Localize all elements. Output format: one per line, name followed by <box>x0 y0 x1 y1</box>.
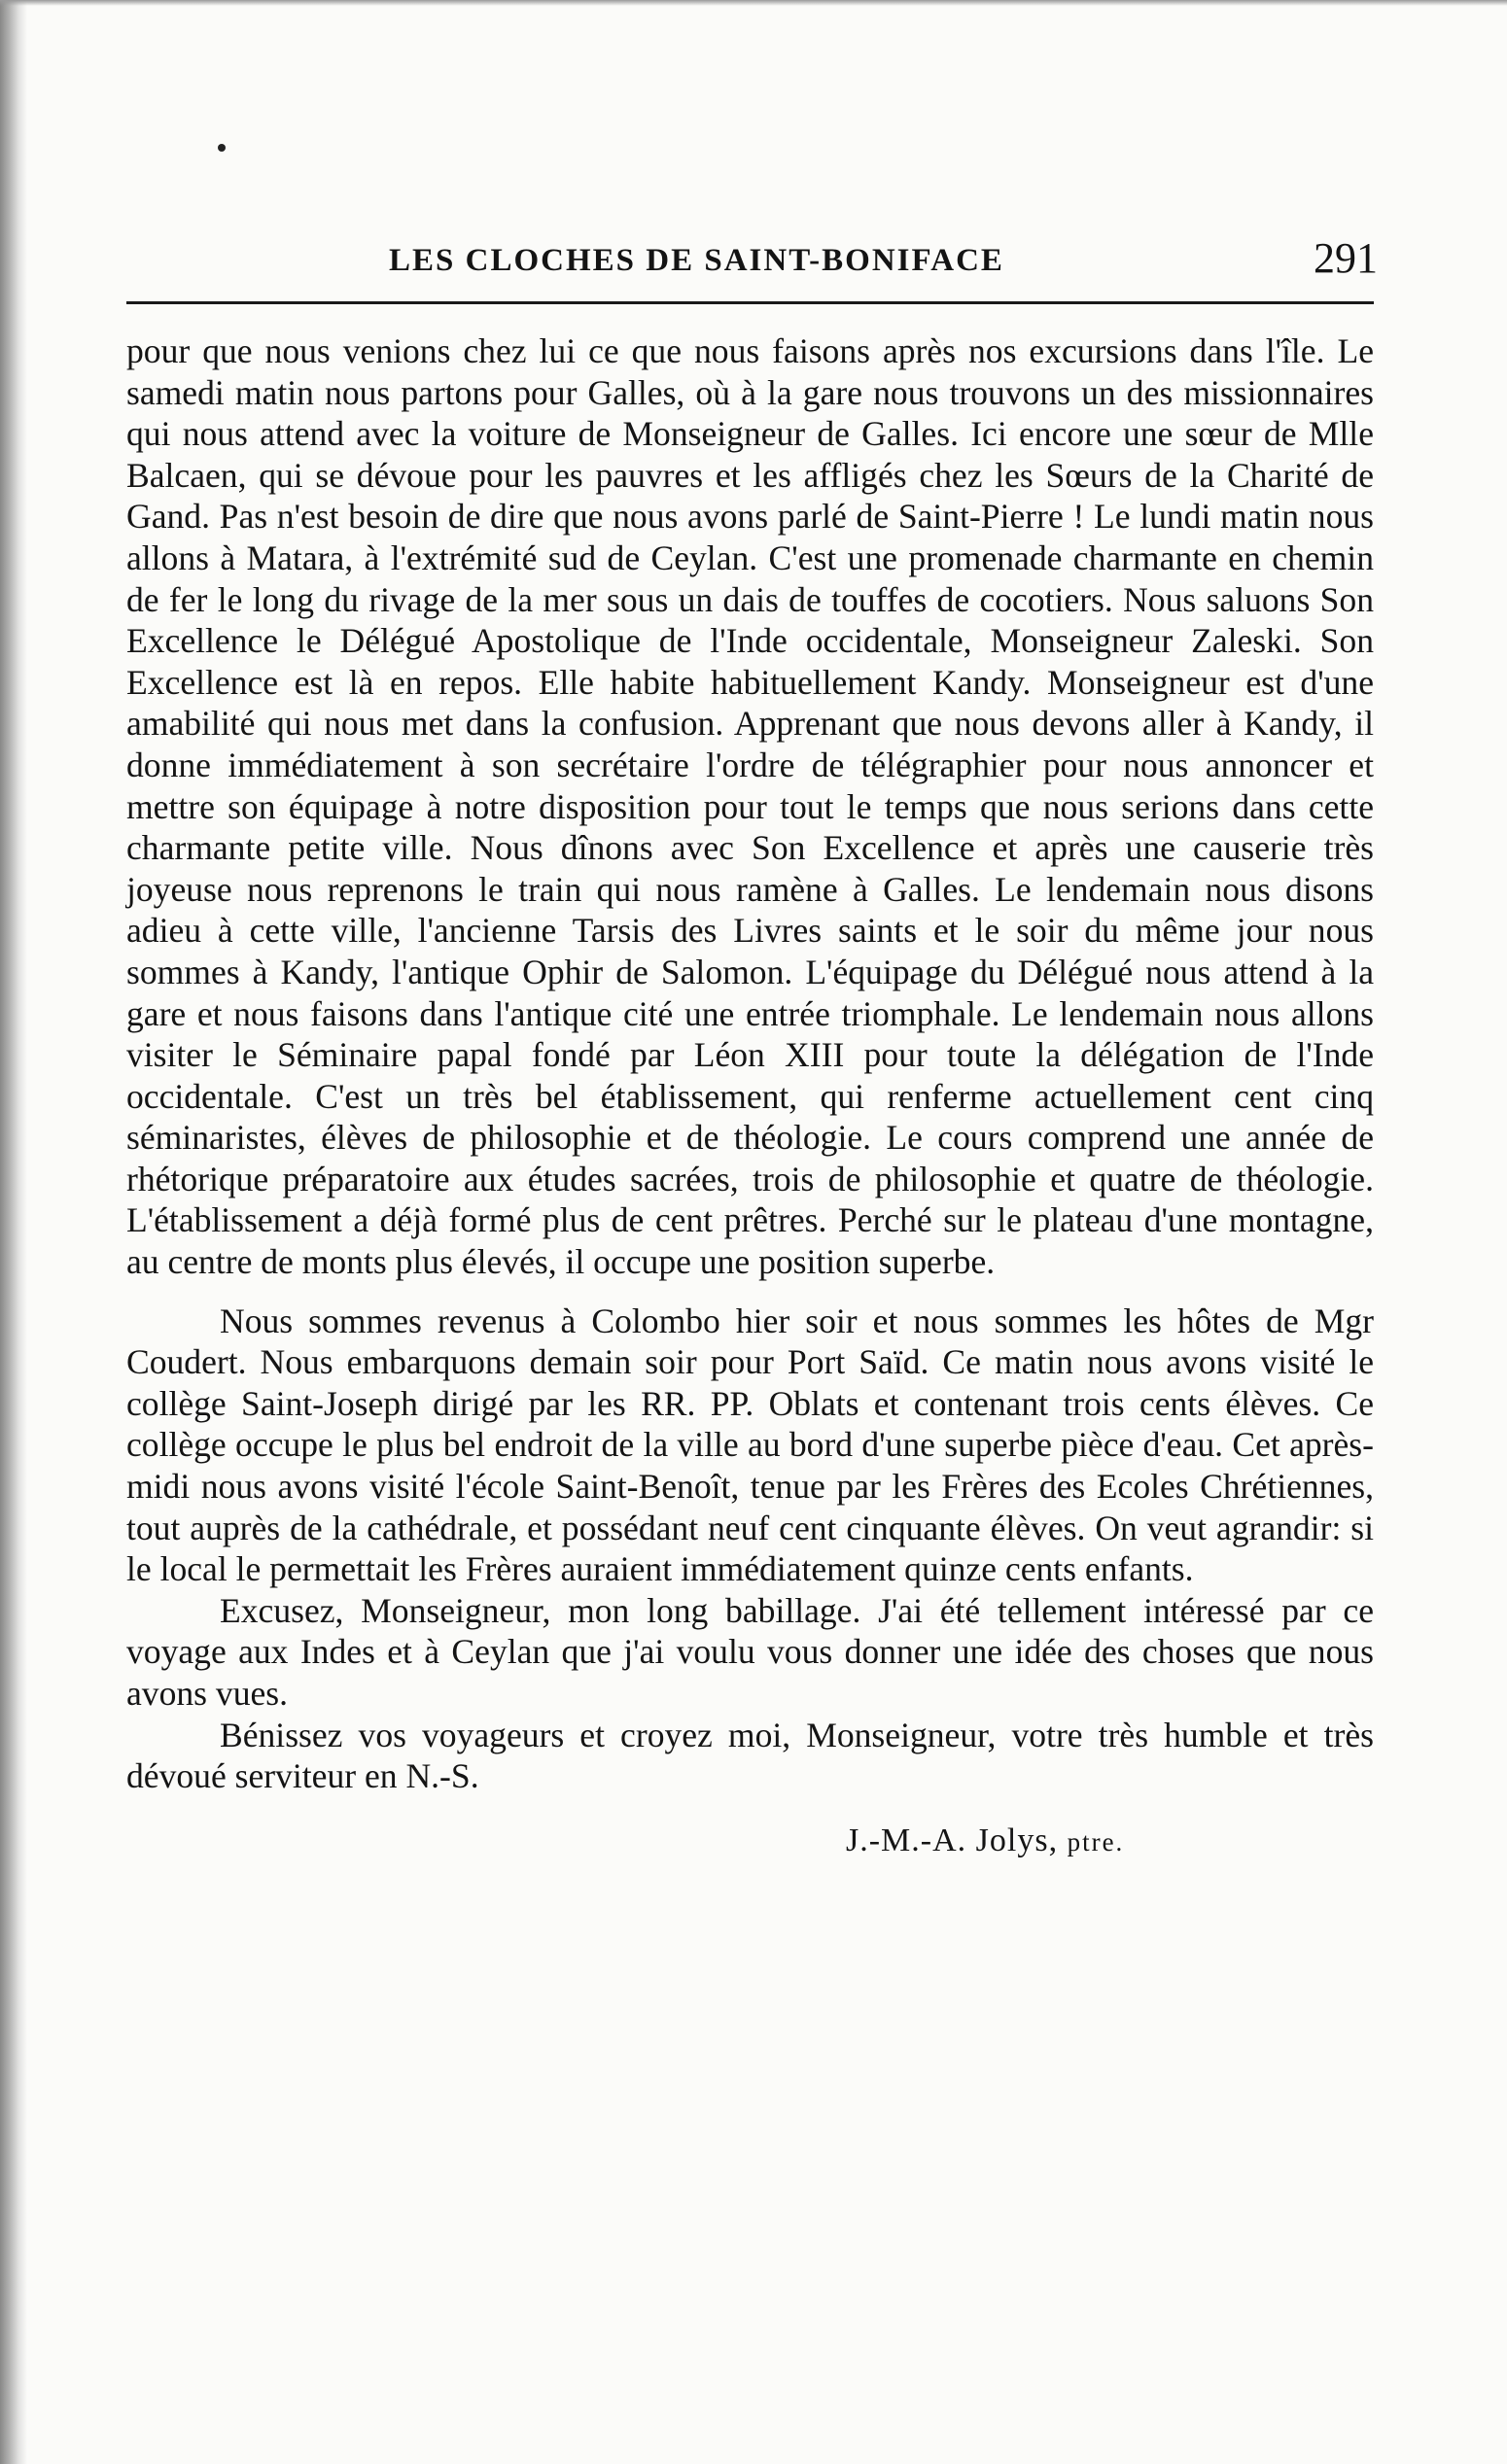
signature-title: ptre. <box>1067 1827 1125 1857</box>
signature-name: J.-M.-A. Jolys, <box>846 1822 1059 1858</box>
paragraph-2: Nous sommes revenus à Colombo hier soir et nous sommes les hôtes de Mgr Coudert. Nous embarquons demain soir pour Port Saïd. Ce matin nous avons visité le collège Saint-Joseph dirigé par les RR. PP. Oblats et contenant trois cents élèves. Ce collège occupe le plus bel endroit de la ville au bord d'une superbe pièce d'eau. Cet après-midi nous avons visité l'école Saint-Benoît, tenue par les Frères des Ecoles Chrétiennes, tout auprès de la cathédrale, et possédant neuf cent cinquante élèves. On veut agrandir: si le local le permettait les Frères auraient immédiatement quinze cents enfants. <box>126 1301 1374 1589</box>
scan-shadow-left <box>0 0 27 2464</box>
ink-speck <box>218 144 226 152</box>
paragraph-3: Excusez, Monseigneur, mon long babillage. J'ai été tellement intéressé par ce voyage aux Indes et à Ceylan que j'ai voulu vous donner une idée des choses que nous avons vues. <box>126 1590 1374 1713</box>
paragraph-1: pour que nous venions chez lui ce que nous faisons après nos excursions dans l'île. Le samedi matin nous partons pour Galles, où à la gare nous trouvons un des missionnaires qui nous attend avec la voiture de Monseigneur de Galles. Ici encore une sœur de Mlle Balcaen, qui se dévoue pour les pauvres et les affligés chez les Sœurs de la Charité de Gand. Pas n'est besoin de dire que nous avons parlé de Saint-Pierre ! Le lundi matin nous allons à Matara, à l'extrémité sud de Ceylan. C'est une promenade charmante en chemin de fer le long du rivage de la mer sous un dais de touffes de cocotiers. Nous saluons Son Excellence le Délégué Apostolique de l'Inde occidentale, Monseigneur Zaleski. Son Excellence est là en repos. Elle habite habituellement Kandy. Monseigneur est d'une amabilité qui nous met dans la confusion. Apprenant que nous devons aller à Kandy, il donne immédiatement à son secrétaire l'ordre de télégraphier pour nous annoncer et mettre son équipage à notre disposition pour tout le temps que nous serions dans cette charmante petite ville. Nous dînons avec Son Excellence et après une causerie très joyeuse nous reprenons le train qui nous ramène à Galles. Le lendemain nous disons adieu à cette ville, l'ancienne Tarsis des Livres saints et le soir du même jour nous sommes à Kandy, l'antique Ophir de Salomon. L'équipage du Délégué nous attend à la gare et nous faisons dans l'antique cité une entrée triomphale. Le lendemain nous allons visiter le Séminaire papal fondé par Léon XIII pour toute la délégation de l'Inde occidentale. C'est un très bel établissement, qui renferme actuellement cent cinq séminaristes, élèves de philosophie et de théologie. Le cours comprend une année de rhétorique préparatoire aux études sacrées, trois de philosophie et quatre de théologie. L'établissement a déjà formé plus de cent prêtres. Perché sur le plateau d'une montagne, au centre de monts plus élevés, il occupe une position superbe. <box>126 331 1374 1282</box>
scan-shadow-top <box>0 0 1507 6</box>
paragraph-4: Bénissez vos voyageurs et croyez moi, Monseigneur, votre très humble et très dévoué serviteur en N.-S. <box>126 1715 1374 1796</box>
running-title: LES CLOCHES DE SAINT-BONIFACE <box>389 243 1004 278</box>
page-number: 291 <box>1314 234 1378 282</box>
book-page <box>126 204 1378 1858</box>
signature <box>846 1822 1124 1859</box>
running-head <box>126 204 1378 282</box>
body-text <box>126 330 1374 1797</box>
header-rule <box>126 301 1374 304</box>
